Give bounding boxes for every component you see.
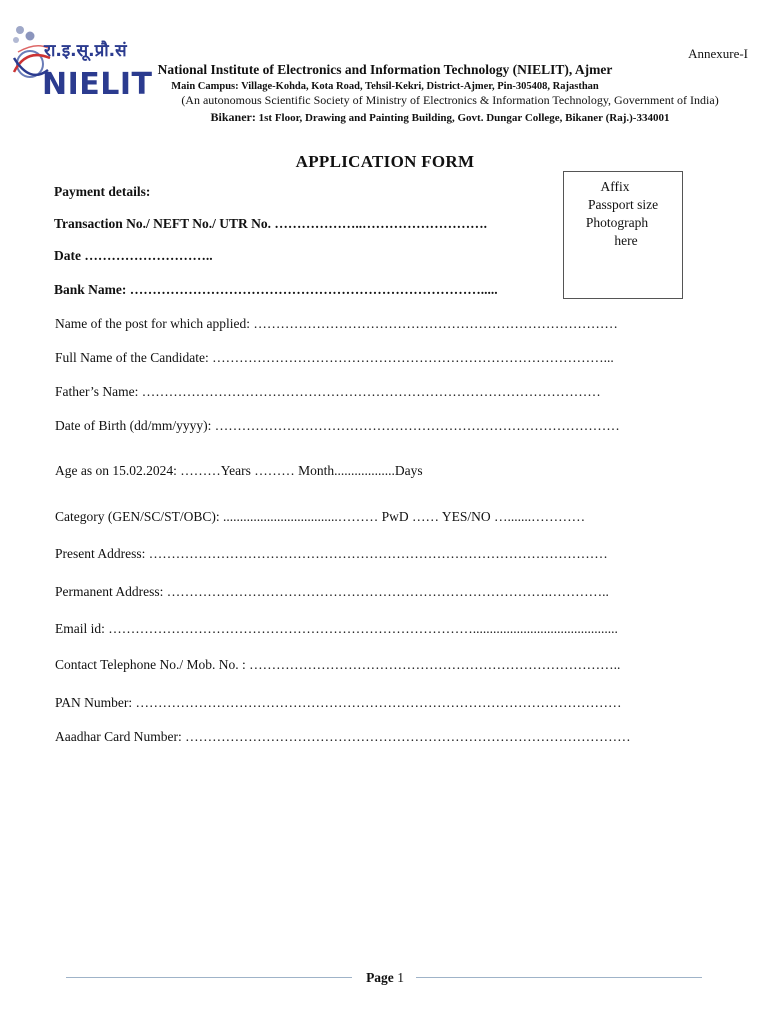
logo-brand-text: NIELIT [42,67,153,102]
pan-number-field[interactable]: PAN Number: ……………………………………………………………………………………………… [55,695,622,710]
photo-line-2: Passport size [587,197,659,212]
photo-line-4: here [614,233,638,248]
permanent-address-field[interactable]: Permanent Address: ………………………………………………………………………….………….. [55,584,609,599]
aadhar-number-field[interactable]: Aaadhar Card Number: ……………………………………………………………………………………… [55,729,631,744]
photo-box [563,171,683,299]
category-field[interactable]: Category (GEN/SC/ST/OBC): ..................................……… PwD …… YES/NO ….......………… [55,509,586,524]
main-campus-address: Main Campus: Village-Kohda, Kota Road, Tehsil-Kekri, District-Ajmer, Pin-305408, Rajasthan [171,81,599,92]
age-field[interactable]: Age as on 15.02.2024: ………Years ……… Month..................Days [55,463,423,478]
institute-title: National Institute of Electronics and Information Technology (NIELIT), Ajmer [157,62,613,77]
contact-number-field[interactable]: Contact Telephone No./ Mob. No. : ……………………………………………………………………….. [55,657,621,672]
bikaner-address: 1st Floor, Drawing and Painting Building, Govt. Dungar College, Bikaner (Raj.)-334001 [255,112,670,124]
photo-box-text [564,172,682,250]
photo-line-3: Photograph [585,215,649,230]
page-number-value: 1 [397,970,404,985]
page-number [0,970,770,986]
post-applied-field[interactable]: Name of the post for which applied: ……………………………………………………………………… [55,316,618,331]
payment-date-field[interactable]: Date ……………………….. [54,248,213,263]
autonomous-society-line: (An autonomous Scientific Society of Ministry of Electronics & Information Technology, Government of India) [181,93,719,107]
present-address-field[interactable]: Present Address: ………………………………………………………………………………………… [55,546,608,561]
annexure-label: Annexure-I [688,46,748,61]
candidate-name-field[interactable]: Full Name of the Candidate: ……………………………………………………………………………... [55,350,614,365]
payment-heading: Payment details: [54,184,151,199]
date-of-birth-field[interactable]: Date of Birth (dd/mm/yyyy): ……………………………………………………………………………… [55,418,620,433]
father-name-field[interactable]: Father’s Name: ………………………………………………………………………………………… [55,384,601,399]
logo-hindi-text: रा.इ.सू.प्रौ.सं [44,41,127,61]
photo-line-1: Affix [600,179,630,194]
form-title: APPLICATION FORM [295,152,475,171]
bank-name-field[interactable]: Bank Name: ……………………………………………………………………..... [54,282,498,297]
transaction-field[interactable]: Transaction No./ NEFT No./ UTR No. ………………..………………………. [54,216,488,231]
email-field[interactable]: Email id: ………………………………………………………………………........................................... [55,621,618,636]
page-label: Page [366,970,394,985]
bikaner-address-line [0,110,770,125]
bikaner-label: Bikaner: [210,110,256,124]
